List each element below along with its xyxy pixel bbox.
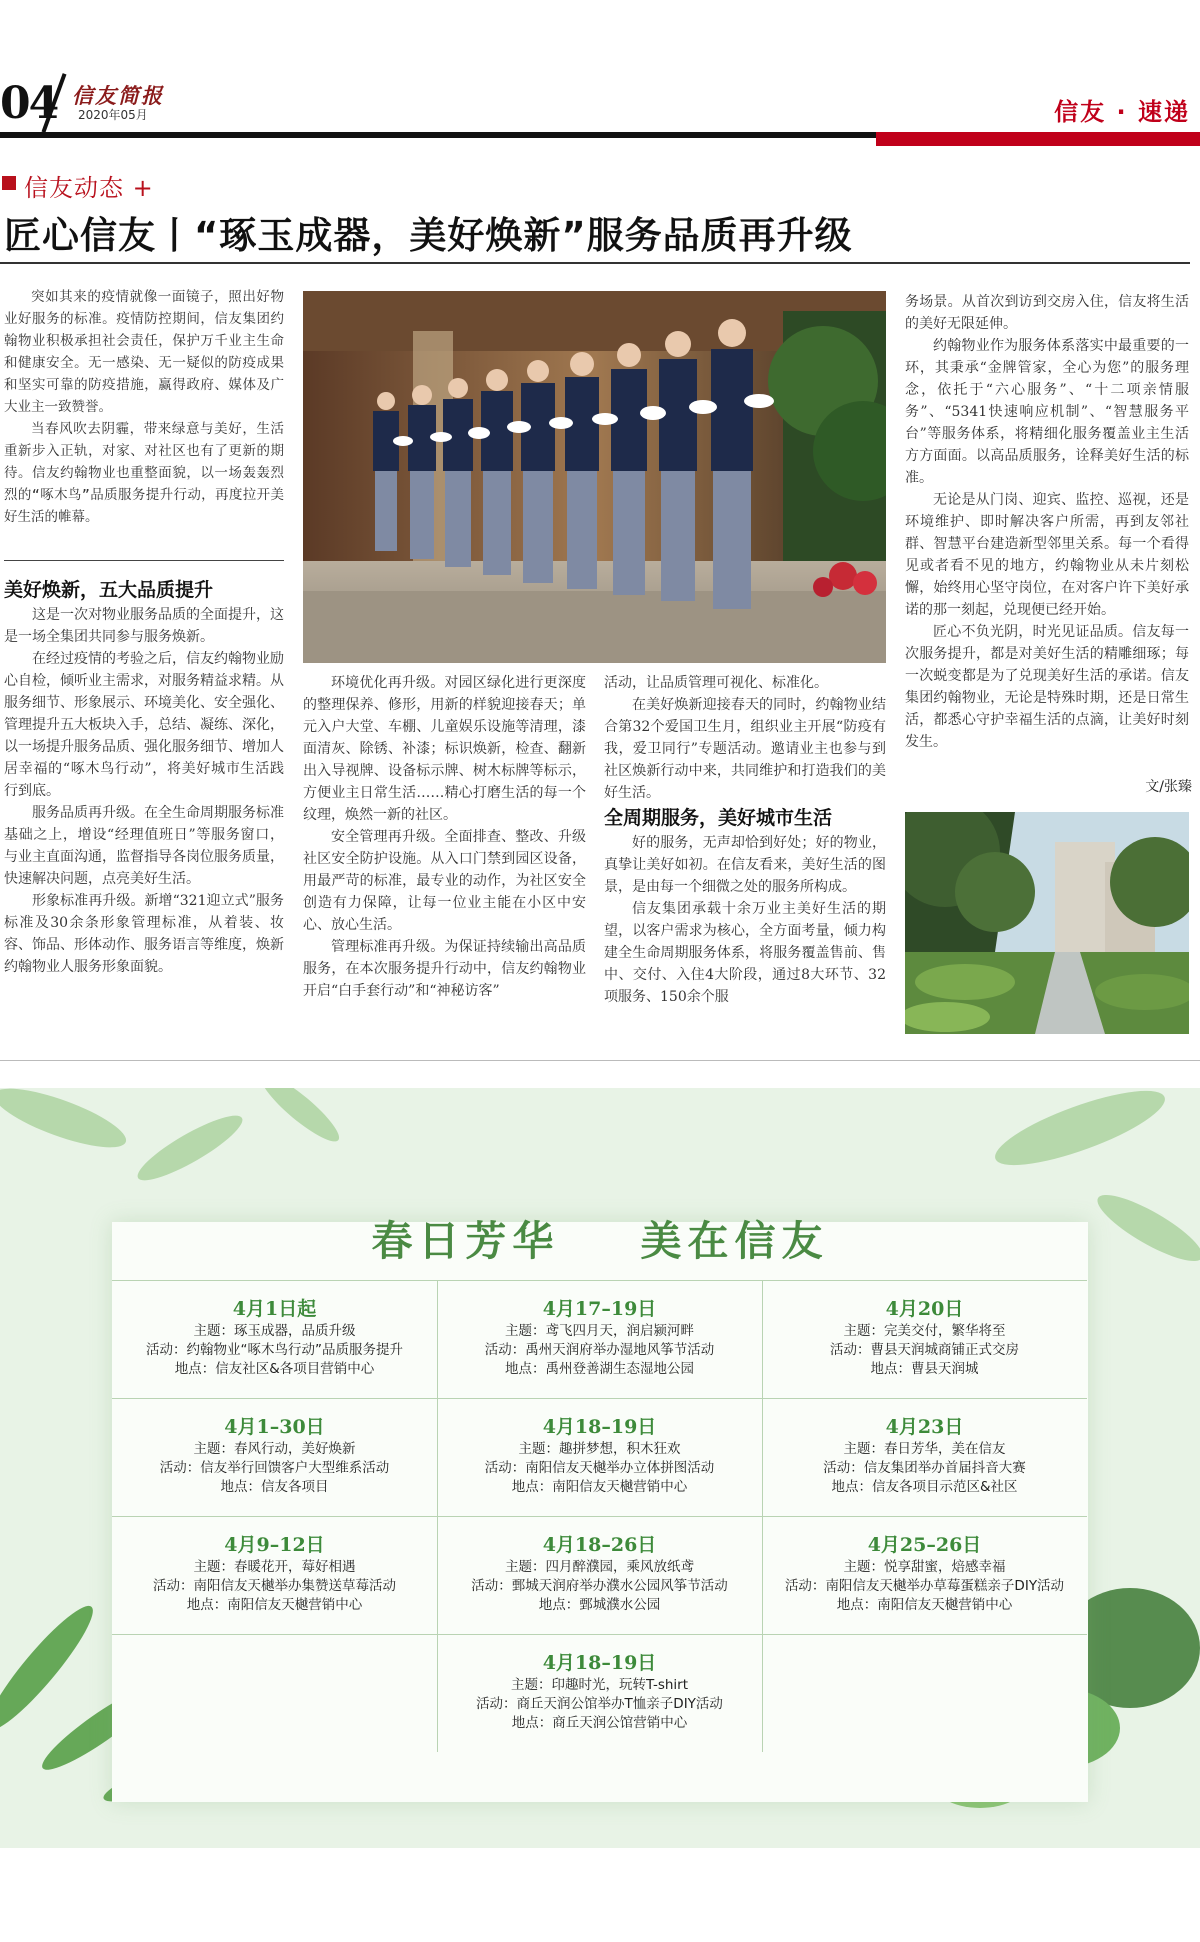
event-date: 4月17–19日 (542, 1298, 657, 1320)
event-date: 4月1–30日 (224, 1416, 325, 1438)
event-place (437, 1360, 762, 1379)
header-rule (0, 132, 876, 138)
headline: 匠心信友丨“琢玉成器，美好焕新”服务品质再升级 (4, 214, 853, 257)
field-label: 地点： (186, 1597, 228, 1613)
section-divider (0, 1060, 1200, 1061)
field-value: 春暖花开，莓好相遇 (234, 1559, 356, 1575)
field-value: 禹州登善湖生态湿地公园 (545, 1361, 694, 1377)
paragraph: 这是一次对物业服务品质的全面提升，这是一场全集团共同参与服务焕新。 (4, 607, 284, 645)
field-value: 鄄城濮水公园 (579, 1597, 661, 1613)
field-label: 地点： (220, 1479, 261, 1495)
field-value: 商丘天润公馆举办T恤亲子DIY活动 (516, 1696, 723, 1712)
column-2 (303, 672, 586, 1002)
field-value: 南阳信友天樾营销中心 (227, 1597, 363, 1613)
field-value: 南阳信友天樾营销中心 (877, 1597, 1013, 1613)
grid-line (112, 1516, 1087, 1517)
field-label: 主题： (193, 1441, 234, 1457)
event-activity (437, 1459, 762, 1478)
field-label: 地点： (511, 1479, 553, 1495)
paragraph: 安全管理再升级。全面排查、整改、升级社区安全防护设施。从入口门禁到园区设备，用最严苛的标准，最专业的动作，为社区安全创造有力保障，让每一位业主能在小区中安心、放心生活。 (303, 829, 586, 933)
paragraph: 在经过疫情的考验之后，信友约翰物业励心自检，倾听业主需求，对服务精益求精。从服务细节、形象展示、环境美化、安全强化、管理提升五大板块入手，总结、凝练、深化，以一场提升服务品质、强化服务细节、增加人居幸福的“啄木鸟行动”，将美好城市生活践行到底。 (4, 651, 284, 799)
grid-line (437, 1280, 438, 1634)
issue-date: 2020年05月 (78, 108, 148, 122)
field-value: 商丘天润公馆营销中心 (552, 1715, 688, 1731)
event-cell (762, 1398, 1087, 1516)
event-place (112, 1360, 437, 1379)
field-label: 主题： (193, 1559, 234, 1575)
column-4 (905, 291, 1189, 753)
field-label: 活动： (484, 1460, 526, 1476)
field-label: 主题： (510, 1677, 552, 1693)
paragraph: 约翰物业作为服务体系落实中最重要的一环，其秉承“金牌管家，全心为您”的服务理念，依托于“六心服务”、“十二项亲情服务”、“5341快速响应机制”、“智慧服务平台”等服务体系，将精细化服务覆盖业主生活方方面面。以高品质服务，诠释美好生活的标准。 (905, 338, 1189, 486)
paragraph: 环境优化再升级。对园区绿化进行更深度的整理保养、修形，用新的样貌迎接春天；单元入户大堂、车棚、儿童娱乐设施等清理，漆面清灰、除锈、补漆；标识焕新，检查、翻新出入导视牌、设备标示牌、树木标牌等标示，方便业主日常生活……精心打磨生活的每一个纹理，焕然一新的社区。 (303, 675, 586, 823)
event-place (112, 1596, 437, 1615)
paragraph: 信友集团承载十余万业主美好生活的期望，以客户需求为核心，全方面考量，倾力构建全生命周期服务体系，将服务覆盖售前、售中、交付、入住4大阶段，通过8大环节、32项服务、150余个服 (604, 901, 886, 1005)
field-label: 活动： (159, 1460, 201, 1476)
event-theme (437, 1322, 762, 1341)
field-label: 活动： (484, 1342, 526, 1358)
event-activity (437, 1341, 762, 1360)
event-date: 4月18–26日 (542, 1534, 657, 1556)
field-value: 信友举行回馈客户大型维系活动 (200, 1460, 390, 1476)
field-value: 春风行动，美好焕新 (234, 1441, 356, 1457)
grid-line (112, 1398, 1087, 1399)
field-value: 完美交付，繁华将至 (884, 1323, 1006, 1339)
event-place (762, 1596, 1087, 1615)
field-label: 地点： (836, 1597, 878, 1613)
field-value: 琢玉成器，品质升级 (234, 1323, 356, 1339)
field-label: 活动： (146, 1342, 187, 1358)
grid-line (437, 1634, 438, 1752)
page-bottom-margin (0, 1851, 1200, 1942)
event-activity (437, 1577, 762, 1596)
page-number: 04 (0, 78, 58, 129)
subheading: 美好焕新，五大品质提升 (4, 579, 214, 601)
paragraph: 活动，让品质管理可视化、标准化。 (604, 675, 828, 691)
field-label: 地点： (831, 1479, 872, 1495)
event-cell (437, 1634, 762, 1752)
header-red-bar (876, 132, 1200, 146)
event-cell (112, 1398, 437, 1516)
field-label: 地点： (511, 1715, 553, 1731)
event-date: 4月25–26日 (867, 1534, 982, 1556)
event-activity (762, 1577, 1087, 1596)
event-cell (112, 1516, 437, 1634)
event-cell (112, 1280, 437, 1398)
event-activity (112, 1577, 437, 1596)
field-value: 曹县天润城 (911, 1361, 979, 1377)
field-label: 地点： (538, 1597, 580, 1613)
event-date: 4月20日 (885, 1298, 964, 1320)
field-label: 主题： (843, 1323, 884, 1339)
paragraph: 形象标准再升级。新增“321迎立式”服务标准及30余条形象管理标准，从着装、妆容、饰品、形体动作、服务语言等维度，焕新约翰物业人服务形象面貌。 (4, 893, 284, 975)
event-theme (112, 1440, 437, 1459)
paragraph: 在美好焕新迎接春天的同时，约翰物业结合第32个爱国卫生月，组织业主开展“防疫有我，爱卫同行”专题活动。邀请业主也参与到社区焕新行动中来，共同维护和打造我们的美好生活。 (604, 697, 886, 801)
paragraph: 服务品质再升级。在全生命周期服务标准基础之上，增设“经理值班日”等服务窗口，与业主直面沟通，监督指导各岗位服务质量，快速解决问题，点亮美好生活。 (4, 805, 284, 887)
event-cell (437, 1398, 762, 1516)
paragraph: 好的服务，无声却恰到好处；好的物业，真挚让美好如初。在信友看来，美好生活的图景，是由每一个细微之处的服务所构成。 (604, 835, 886, 895)
field-label: 地点： (870, 1361, 911, 1377)
field-label: 活动： (476, 1696, 517, 1712)
event-theme (762, 1440, 1087, 1459)
event-place (437, 1714, 762, 1733)
grid-line (112, 1634, 1087, 1635)
event-cell (437, 1280, 762, 1398)
field-label: 活动： (471, 1578, 512, 1594)
festival-title: 春日芳华 美在信友 (371, 1217, 829, 1265)
column-1 (4, 576, 284, 978)
field-label: 活动： (784, 1578, 826, 1594)
field-label: 主题： (505, 1559, 546, 1575)
event-place (112, 1478, 437, 1497)
author-signature: 文/张臻 (1145, 779, 1192, 795)
column-rule (4, 560, 284, 561)
field-value: 印趣时光，玩转T-shirt (551, 1677, 689, 1693)
field-value: 禹州天润府举办湿地风筝节活动 (525, 1342, 715, 1358)
field-label: 主题： (505, 1323, 546, 1339)
lead-paragraph: 突如其来的疫情就像一面镜子，照出好物业好服务的标准。疫情防控期间，信友集团约翰物业积极承担社会责任，保护万千业主生命和健康安全。无一感染、无一疑似的防疫成果和坚实可靠的防疫措施，赢得政府、媒体及广大业主一致赞誉。 (4, 289, 284, 415)
event-date: 4月9–12日 (224, 1534, 325, 1556)
event-place (437, 1478, 762, 1497)
field-value: 南阳信友天樾举办集赞送草莓活动 (193, 1578, 396, 1594)
field-label: 活动： (153, 1578, 194, 1594)
field-label: 主题： (518, 1441, 559, 1457)
field-value: 信友集团举办首届抖音大赛 (863, 1460, 1026, 1476)
field-value: 南阳信友天樾营销中心 (552, 1479, 688, 1495)
paragraph: 无论是从门岗、迎宾、监控、巡视，还是环境维护、即时解决客户所需，再到友邻社群、智慧平台建造新型邻里关系。每一个看得见或者看不见的地方，约翰物业从未片刻松懈，始终用心坚守岗位，在对客户许下美好承诺的那一刻起，兑现便已经开始。 (905, 492, 1189, 618)
field-value: 春日芳华，美在信友 (884, 1441, 1006, 1457)
event-date: 4月1日起 (232, 1298, 317, 1320)
field-value: 四月醉濮园，乘风放纸鸢 (545, 1559, 694, 1575)
section-label: 信友动态 + (24, 174, 154, 202)
paragraph: 匠心不负光阴，时光见证品质。信友每一次服务提升，都是对美好生活的精雕细琢；每一次蜕变都是为了兑现美好生活的承诺。信友集团约翰物业，无论是特殊时期，还是日常生活，都悉心守护幸福生活的点滴，让美好时刻发生。 (905, 624, 1189, 750)
field-value: 鄄城天润府举办濮水公园风筝节活动 (511, 1578, 728, 1594)
event-theme (762, 1322, 1087, 1341)
field-label: 地点： (505, 1361, 546, 1377)
event-cell (437, 1516, 762, 1634)
field-value: 曹县天润城商铺正式交房 (870, 1342, 1019, 1358)
column-3 (604, 672, 886, 1008)
lead-paragraphs (4, 286, 284, 528)
event-place (437, 1596, 762, 1615)
field-label: 主题： (843, 1559, 884, 1575)
field-value: 信友各项目 (261, 1479, 329, 1495)
field-label: 主题： (193, 1323, 234, 1339)
event-cell (762, 1516, 1087, 1634)
event-theme (112, 1322, 437, 1341)
event-theme (437, 1676, 762, 1695)
event-cell (762, 1280, 1087, 1398)
field-value: 南阳信友天樾举办立体拼图活动 (525, 1460, 715, 1476)
field-value: 悦享甜蜜，焙感幸福 (884, 1559, 1006, 1575)
field-value: 鸢飞四月天，润启颍河畔 (545, 1323, 694, 1339)
grid-line (112, 1280, 1087, 1281)
garden-photo-image (905, 812, 1189, 1034)
paragraph: 务场景。从首次到访到交房入住，信友将生活的美好无限延伸。 (905, 294, 1189, 332)
column-name: 信友 · 速递 (1054, 98, 1190, 126)
field-value: 南阳信友天樾举办草莓蛋糕亲子DIY活动 (825, 1578, 1065, 1594)
paper-logo: 信友简报 (72, 83, 164, 108)
section-marker-icon (2, 176, 16, 190)
field-value: 趣拼梦想，积木狂欢 (559, 1441, 681, 1457)
field-value: 信友社区&各项目营销中心 (215, 1361, 375, 1377)
garden-photo (905, 812, 1189, 1034)
paragraph: 管理标准再升级。为保证持续输出高品质服务，在本次服务提升行动中，信友约翰物业开启“白手套行动”和“神秘访客” (303, 939, 586, 999)
event-theme (762, 1558, 1087, 1577)
event-theme (437, 1558, 762, 1577)
staff-photo-image (303, 291, 886, 663)
field-label: 主题： (843, 1441, 884, 1457)
event-theme (437, 1440, 762, 1459)
event-date: 4月23日 (885, 1416, 964, 1438)
event-activity (112, 1341, 437, 1360)
event-place (762, 1478, 1087, 1497)
event-date: 4月18–19日 (542, 1416, 657, 1438)
lead-paragraph: 当春风吹去阴霾，带来绿意与美好，生活重新步入正轨，对家、对社区也有了更新的期待。信友约翰物业也重整面貌，以一场轰轰烈烈的“啄木鸟”品质服务提升行动，再度拉开美好生活的帷幕。 (4, 421, 284, 525)
event-activity (437, 1695, 762, 1714)
field-label: 活动： (830, 1342, 871, 1358)
event-activity (762, 1341, 1087, 1360)
subheading: 全周期服务，美好城市生活 (604, 807, 833, 829)
event-activity (112, 1459, 437, 1478)
event-activity (762, 1459, 1087, 1478)
event-date: 4月18–19日 (542, 1652, 657, 1674)
field-label: 活动： (823, 1460, 864, 1476)
field-value: 信友各项目示范区&社区 (871, 1479, 1018, 1495)
headline-rule (0, 262, 1190, 264)
staff-photo (303, 291, 886, 663)
event-place (762, 1360, 1087, 1379)
field-value: 约翰物业“啄木鸟行动”品质服务提升 (186, 1342, 403, 1358)
field-label: 地点： (174, 1361, 216, 1377)
event-theme (112, 1558, 437, 1577)
